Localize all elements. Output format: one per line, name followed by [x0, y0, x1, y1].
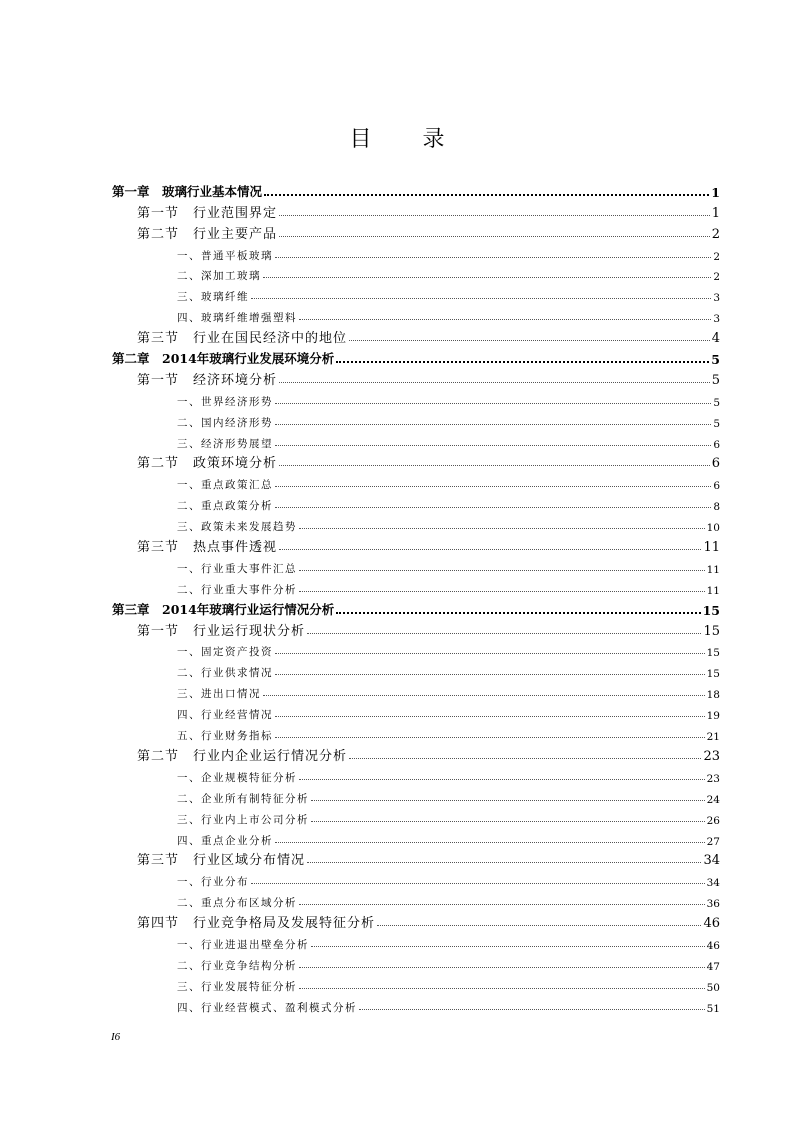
toc-dot-leader	[263, 277, 711, 278]
toc-subsection[interactable]	[112, 764, 720, 785]
toc-section[interactable]	[112, 910, 720, 931]
toc-dot-leader	[279, 236, 710, 237]
toc-entry-page: 46	[706, 939, 720, 952]
toc-section[interactable]	[112, 325, 720, 346]
toc-entry-label: 第三节 热点事件透视	[137, 540, 278, 556]
toc-subsection[interactable]	[112, 513, 720, 534]
toc-dot-leader	[263, 695, 705, 696]
toc-dot-leader	[279, 382, 710, 383]
toc-entry-page: 15	[706, 668, 720, 681]
toc-dot-leader	[279, 215, 710, 216]
toc-dot-leader	[311, 800, 705, 801]
toc-entry-label: 三、行业内上市公司分析	[177, 813, 309, 826]
toc-subsection[interactable]	[112, 283, 720, 304]
toc-section[interactable]	[112, 743, 720, 764]
toc-subsection[interactable]	[112, 388, 720, 409]
toc-dot-leader	[275, 674, 705, 675]
toc-entry-page: 50	[706, 981, 720, 994]
toc-dot-leader	[275, 653, 705, 654]
toc-entry-label: 五、行业财务指标	[177, 730, 273, 743]
toc-entry-page: 26	[706, 814, 720, 827]
toc-subsection[interactable]	[112, 868, 720, 889]
toc-entry-page: 19	[706, 710, 720, 723]
toc-entry-page: 18	[706, 689, 720, 702]
toc-entry-label: 第四节 行业竞争格局及发展特征分析	[137, 916, 376, 932]
toc-entry-page: 15	[706, 647, 720, 660]
toc-entry-page: 1	[711, 205, 720, 221]
toc-subsection[interactable]	[112, 430, 720, 451]
toc-section[interactable]	[112, 451, 720, 472]
toc-entry-page: 5	[713, 417, 720, 430]
toc-entry-page: 36	[706, 898, 720, 911]
toc-entry-page: 27	[706, 835, 720, 848]
toc-dot-leader	[299, 591, 705, 592]
toc-entry-page: 34	[706, 877, 720, 890]
toc-entry-page: 21	[706, 731, 720, 744]
toc-entry-label: 二、国内经济形势	[177, 416, 273, 429]
toc-subsection[interactable]	[112, 492, 720, 513]
table-of-contents	[112, 179, 720, 1015]
toc-subsection[interactable]	[112, 952, 720, 973]
toc-entry-label: 一、行业进退出壁垒分析	[177, 938, 309, 951]
toc-entry-page: 5	[713, 396, 720, 409]
toc-subsection[interactable]	[112, 806, 720, 827]
toc-entry-page: 15	[703, 623, 720, 639]
toc-chapter[interactable]	[112, 597, 720, 618]
toc-entry-label: 三、进出口情况	[177, 688, 261, 701]
toc-subsection[interactable]	[112, 576, 720, 597]
toc-dot-leader	[349, 340, 710, 341]
toc-entry-label: 第二节 行业主要产品	[137, 226, 278, 242]
toc-subsection[interactable]	[112, 471, 720, 492]
toc-entry-label: 一、世界经济形势	[177, 395, 273, 408]
toc-entry-page: 34	[703, 853, 720, 869]
toc-dot-leader	[336, 361, 709, 363]
toc-subsection[interactable]	[112, 973, 720, 994]
toc-dot-leader	[311, 821, 705, 822]
toc-entry-label: 四、行业经营模式、盈利模式分析	[177, 1001, 357, 1014]
toc-dot-leader	[299, 904, 705, 905]
toc-dot-leader	[275, 403, 711, 404]
toc-entry-label: 四、玻璃纤维增强塑料	[177, 312, 297, 325]
toc-entry-page: 3	[713, 292, 720, 305]
toc-entry-label: 一、行业分布	[177, 876, 249, 889]
toc-dot-leader	[377, 925, 701, 926]
toc-entry-label: 二、行业竞争结构分析	[177, 959, 297, 972]
toc-dot-leader	[279, 549, 701, 550]
toc-dot-leader	[275, 507, 711, 508]
toc-entry-label: 第三节 行业在国民经济中的地位	[137, 331, 348, 347]
toc-subsection[interactable]	[112, 722, 720, 743]
toc-dot-leader	[311, 946, 705, 947]
toc-entry-page: 11	[706, 584, 720, 597]
toc-entry-page: 3	[713, 313, 720, 326]
toc-entry-label: 四、重点企业分析	[177, 834, 273, 847]
toc-subsection[interactable]	[112, 304, 720, 325]
toc-entry-label: 三、经济形势展望	[177, 437, 273, 450]
toc-entry-label: 二、深加工玻璃	[177, 270, 261, 283]
toc-entry-page: 6	[711, 456, 720, 472]
toc-dot-leader	[275, 737, 705, 738]
toc-entry-label: 三、行业发展特征分析	[177, 980, 297, 993]
toc-entry-label: 二、重点分布区域分析	[177, 897, 297, 910]
toc-dot-leader	[264, 194, 709, 196]
toc-entry-page: 4	[711, 331, 720, 347]
toc-entry-page: 8	[713, 501, 720, 514]
toc-dot-leader	[299, 988, 705, 989]
toc-section[interactable]	[112, 848, 720, 869]
toc-subsection[interactable]	[112, 994, 720, 1015]
toc-subsection[interactable]	[112, 827, 720, 848]
toc-entry-page: 5	[711, 352, 720, 368]
toc-entry-page: 15	[702, 602, 720, 618]
page-title: 目 录	[349, 127, 467, 152]
toc-subsection[interactable]	[112, 785, 720, 806]
toc-dot-leader	[279, 465, 710, 466]
toc-dot-leader	[336, 612, 700, 614]
toc-dot-leader	[275, 486, 711, 487]
toc-dot-leader	[349, 758, 701, 759]
toc-entry-page: 11	[706, 563, 720, 576]
toc-entry-page: 6	[713, 438, 720, 451]
toc-entry-label: 二、企业所有制特征分析	[177, 792, 309, 805]
toc-entry-label: 第一章 玻璃行业基本情况	[112, 183, 263, 199]
toc-subsection[interactable]	[112, 409, 720, 430]
toc-subsection[interactable]	[112, 680, 720, 701]
toc-dot-leader	[275, 716, 705, 717]
toc-entry-label: 二、行业供求情况	[177, 667, 273, 680]
toc-section[interactable]	[112, 618, 720, 639]
footer-page-number: I6	[111, 1031, 121, 1043]
toc-section[interactable]	[112, 221, 720, 242]
toc-entry-label: 第一节 经济环境分析	[137, 372, 278, 388]
toc-entry-label: 三、政策未来发展趋势	[177, 521, 297, 534]
toc-entry-label: 第三章 2014年玻璃行业运行情况分析	[112, 601, 335, 617]
toc-subsection[interactable]	[112, 242, 720, 263]
toc-subsection[interactable]	[112, 701, 720, 722]
toc-entry-page: 2	[713, 271, 720, 284]
toc-entry-page: 47	[706, 960, 720, 973]
toc-dot-leader	[299, 528, 705, 529]
toc-entry-page: 6	[713, 480, 720, 493]
toc-entry-label: 二、行业重大事件分析	[177, 583, 297, 596]
toc-subsection[interactable]	[112, 639, 720, 660]
toc-entry-page: 5	[711, 372, 720, 388]
toc-entry-page: 1	[711, 184, 720, 200]
toc-dot-leader	[299, 967, 705, 968]
toc-subsection[interactable]	[112, 659, 720, 680]
toc-entry-page: 46	[703, 916, 720, 932]
toc-dot-leader	[359, 1009, 705, 1010]
toc-entry-label: 第二节 行业内企业运行情况分析	[137, 748, 348, 764]
toc-subsection[interactable]	[112, 555, 720, 576]
toc-dot-leader	[299, 319, 711, 320]
toc-section[interactable]	[112, 200, 720, 221]
toc-entry-page: 10	[706, 522, 720, 535]
toc-entry-label: 三、玻璃纤维	[177, 291, 249, 304]
toc-dot-leader	[275, 842, 705, 843]
toc-entry-label: 一、固定资产投资	[177, 646, 273, 659]
toc-entry-label: 第一节 行业运行现状分析	[137, 623, 306, 639]
toc-entry-label: 第三节 行业区域分布情况	[137, 853, 306, 869]
toc-entry-label: 一、企业规模特征分析	[177, 771, 297, 784]
toc-entry-label: 四、行业经营情况	[177, 709, 273, 722]
toc-section[interactable]	[112, 534, 720, 555]
toc-dot-leader	[275, 257, 711, 258]
toc-entry-page: 2	[713, 250, 720, 263]
toc-subsection[interactable]	[112, 931, 720, 952]
toc-entry-label: 二、重点政策分析	[177, 500, 273, 513]
toc-entry-label: 一、普通平板玻璃	[177, 249, 273, 262]
toc-dot-leader	[275, 424, 711, 425]
toc-entry-label: 第二节 政策环境分析	[137, 456, 278, 472]
toc-subsection[interactable]	[112, 263, 720, 284]
toc-dot-leader	[307, 862, 701, 863]
toc-entry-page: 24	[706, 793, 720, 806]
toc-entry-label: 一、行业重大事件汇总	[177, 562, 297, 575]
toc-entry-page: 11	[703, 540, 720, 556]
toc-dot-leader	[299, 570, 705, 571]
toc-dot-leader	[251, 883, 705, 884]
toc-dot-leader	[299, 779, 705, 780]
toc-entry-page: 23	[706, 772, 720, 785]
toc-entry-label: 第二章 2014年玻璃行业发展环境分析	[112, 351, 335, 367]
toc-entry-page: 2	[711, 226, 720, 242]
toc-entry-label: 第一节 行业范围界定	[137, 205, 278, 221]
toc-entry-page: 23	[703, 748, 720, 764]
toc-dot-leader	[307, 633, 701, 634]
toc-chapter[interactable]	[112, 179, 720, 200]
toc-entry-page: 51	[706, 1002, 720, 1015]
toc-subsection[interactable]	[112, 889, 720, 910]
toc-section[interactable]	[112, 367, 720, 388]
toc-entry-label: 一、重点政策汇总	[177, 479, 273, 492]
toc-dot-leader	[275, 445, 711, 446]
toc-chapter[interactable]	[112, 346, 720, 367]
toc-dot-leader	[251, 298, 711, 299]
